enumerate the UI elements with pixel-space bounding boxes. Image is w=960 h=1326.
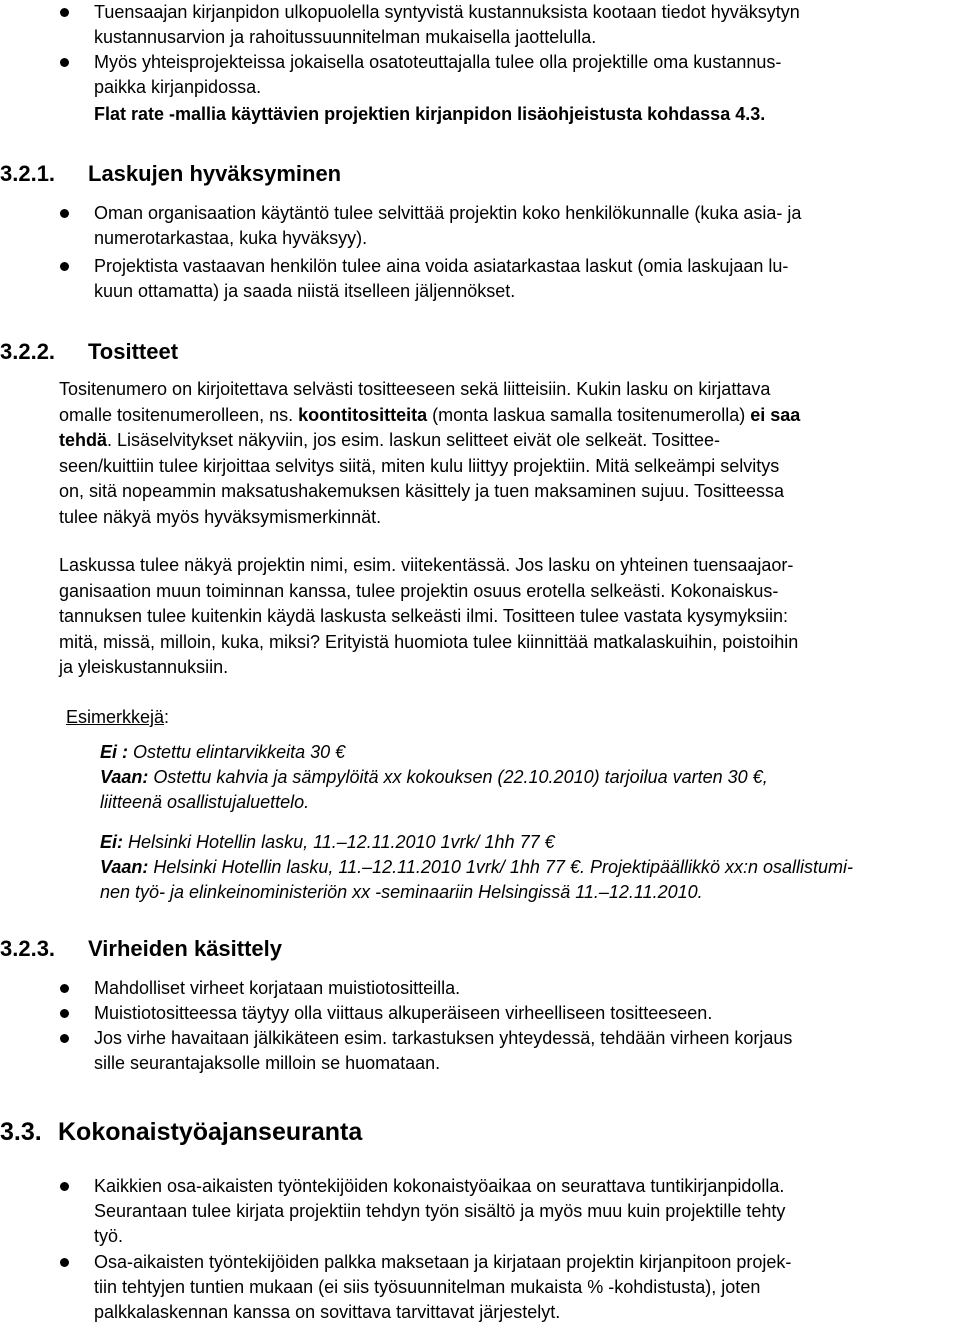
bullet-icon bbox=[60, 1182, 69, 1191]
paragraph-line: seen/kuittiin tulee kirjoittaa selvitys siitä, miten kulu liittyy projektiin. Mitä selkeämpi selvitys bbox=[59, 455, 780, 476]
section-heading-322 bbox=[0, 338, 178, 366]
bullet-icon bbox=[60, 58, 69, 67]
list-item-line: Projektista vastaavan henkilön tulee aina voida asiatarkastaa laskut (omia laskujaan lu- bbox=[94, 256, 789, 276]
list-item-line: Myös yhteisprojekteissa jokaisella osatoteuttajalla tulee olla projektille oma kustannus- bbox=[94, 52, 782, 72]
text-run: omalle tositenumerolleen, ns. bbox=[59, 404, 299, 425]
list-item bbox=[57, 1174, 952, 1249]
list-item-line: Kaikkien osa-aikaisten työntekijöiden kokonaistyöaikaa on seurattava tuntikirjanpidolla. bbox=[94, 1176, 785, 1196]
section-321-list bbox=[57, 201, 952, 304]
text-run: . Lisäselvitykset näkyviin, jos esim. laskun selitteet eivät ole selkeät. Tositteе- bbox=[107, 430, 720, 450]
list-item-line: työ. bbox=[94, 1226, 124, 1246]
section-323-list bbox=[57, 976, 952, 1076]
paragraph-line: ganisaation muun toiminnan kanssa, tulee projektin osuus erotella selkeästi. Kokonaiskus- bbox=[59, 580, 779, 601]
paragraph-line bbox=[59, 403, 959, 429]
example-text: Ostettu elintarvikkeita 30 € bbox=[128, 742, 346, 762]
examples-label-colon: : bbox=[164, 707, 170, 727]
bullet-icon bbox=[60, 1009, 69, 1018]
example-label: Ei : bbox=[100, 742, 129, 762]
list-item-line: Tuensaajan kirjanpidon ulkopuolella syntyvistä kustannuksista kootaan tiedot hyväksytyn bbox=[94, 2, 800, 22]
list-item bbox=[57, 50, 952, 100]
example-text: Helsinki Hotellin lasku, 11.–12.11.2010 1vrk/ 1hh 77 €. Projektipäällikkö xx:n osallistumi- bbox=[148, 857, 854, 877]
section-heading-323 bbox=[0, 935, 282, 963]
list-item-line: paikka kirjanpidossa. bbox=[94, 77, 262, 97]
example-line bbox=[100, 830, 950, 855]
section-title: Kokonaistyöajanseuranta bbox=[58, 1118, 363, 1146]
section-title: Tositteet bbox=[88, 339, 179, 364]
section-heading-321 bbox=[0, 160, 341, 188]
list-item-line: sille seurantajaksolle milloin se huomataan. bbox=[94, 1053, 441, 1073]
section-number: 3.2.3. bbox=[0, 936, 56, 961]
tositteet-paragraph-2 bbox=[59, 553, 959, 681]
paragraph-line: Tositenumero on kirjoitettava selvästi tositteeseen sekä liitteisiin. Kukin lasku on kirjattava bbox=[59, 379, 771, 399]
example-line bbox=[100, 855, 950, 880]
list-item-line: kuun ottamatta) ja saada niistä itselleen jäljennökset. bbox=[94, 281, 516, 301]
bullet-icon bbox=[60, 8, 69, 17]
paragraph-line: tannuksen tulee kuitenkin käydä laskusta selkeästi ilmi. Tositteen tulee vastata kysymyksiin: bbox=[59, 606, 789, 626]
bullet-icon bbox=[60, 209, 69, 218]
paragraph-line bbox=[59, 428, 959, 454]
list-item bbox=[57, 976, 952, 1001]
list-item-line: Jos virhe havaitaan jälkikäteen esim. tarkastuksen yhteydessä, tehdään virheen korjaus bbox=[94, 1028, 793, 1048]
paragraph-line: ja yleiskustannuksiin. bbox=[59, 657, 229, 677]
bold-term: tehdä bbox=[59, 430, 108, 450]
list-item bbox=[57, 1026, 952, 1076]
bullet-icon bbox=[60, 1258, 69, 1267]
list-item-line: palkkalaskennan kanssa on sovittava tarvittavat järjestelyt. bbox=[94, 1302, 561, 1322]
list-item bbox=[57, 0, 952, 50]
section-number: 3.3. bbox=[0, 1118, 42, 1146]
list-item-line: tiin tehtyjen tuntien mukaan (ei siis työsuunnitelman mukaista % -kohdistusta), joten bbox=[94, 1277, 761, 1297]
bullet-icon bbox=[60, 984, 69, 993]
list-item bbox=[57, 1001, 952, 1026]
bold-term: ei saa bbox=[750, 404, 801, 425]
example-line: liitteenä osallistujaluettelo. bbox=[100, 792, 310, 812]
list-item-line: Muistiotositteessa täytyy olla viittaus alkuperäiseen virheelliseen tositteeseen. bbox=[94, 1003, 713, 1023]
example-line bbox=[100, 740, 950, 765]
example-label: Vaan: bbox=[100, 857, 149, 877]
example-line: nen työ- ja elinkeinoministeriön xx -seminaariin Helsingissä 11.–12.11.2010. bbox=[100, 882, 703, 902]
example-text: Helsinki Hotellin lasku, 11.–12.11.2010 1vrk/ 1hh 77 € bbox=[123, 832, 555, 852]
paragraph-line: mitä, missä, milloin, kuka, miksi? Erityistä huomiota tulee kiinnittää matkalaskuihin, poistoihin bbox=[59, 631, 799, 652]
list-item-line: Seurantaan tulee kirjata projektiin tehdyn työn sisältö ja myös muu kuin projektille tehty bbox=[94, 1201, 786, 1221]
tositteet-paragraph-1 bbox=[59, 377, 959, 530]
example-label: Vaan: bbox=[100, 767, 149, 787]
list-item-line: kustannusarvion ja rahoitussuunnitelman mukaisella jaottelulla. bbox=[94, 27, 597, 47]
section-heading-33 bbox=[0, 1116, 362, 1148]
top-bullet-list bbox=[57, 0, 952, 100]
section-title: Laskujen hyväksyminen bbox=[88, 161, 342, 186]
section-33-list bbox=[57, 1174, 952, 1325]
example-label: Ei: bbox=[100, 832, 124, 852]
examples-label bbox=[66, 705, 169, 730]
list-item-line: numerotarkastaa, kuka hyväksyy). bbox=[94, 228, 368, 248]
list-item-line: Mahdolliset virheet korjataan muistiotositteilla. bbox=[94, 978, 461, 998]
paragraph-line: on, sitä nopeammin maksatushakemuksen käsittely ja tuen maksaminen sujuu. Tositteessa bbox=[59, 481, 785, 501]
list-item bbox=[57, 254, 952, 304]
bullet-icon bbox=[60, 262, 69, 271]
section-number: 3.2.2. bbox=[0, 339, 56, 364]
list-item-line: Osa-aikaisten työntekijöiden palkka maksetaan ja kirjataan projektin kirjanpitoon projek- bbox=[94, 1252, 792, 1272]
examples-label-text: Esimerkkejä bbox=[66, 707, 165, 727]
list-item bbox=[57, 1250, 952, 1325]
paragraph-line: tulee näkyä myös hyväksymismerkinnät. bbox=[59, 506, 382, 527]
bullet-icon bbox=[60, 1034, 69, 1043]
list-item bbox=[57, 201, 952, 251]
paragraph-line: Laskussa tulee näkyä projektin nimi, esim. viitekentässä. Jos lasku on yhteinen tuensaajaor- bbox=[59, 555, 794, 575]
section-number: 3.2.1. bbox=[0, 161, 56, 186]
example-block-2 bbox=[100, 830, 950, 905]
section-title: Virheiden käsittely bbox=[88, 936, 283, 961]
text-run: (monta laskua samalla tositenumerolla) bbox=[427, 404, 751, 425]
flat-rate-note: Flat rate -mallia käyttävien projektien kirjanpidon lisäohjeistusta kohdassa 4.3. bbox=[94, 104, 766, 124]
example-text: Ostettu kahvia ja sämpylöitä xx kokouksen (22.10.2010) tarjoilua varten 30 €, bbox=[148, 767, 768, 787]
bold-term: koontitositteita bbox=[298, 404, 428, 425]
example-line bbox=[100, 765, 950, 790]
example-block-1 bbox=[100, 740, 950, 815]
list-item-line: Oman organisaation käytäntö tulee selvittää projektin koko henkilökunnalle (kuka asia- ja bbox=[94, 203, 802, 223]
